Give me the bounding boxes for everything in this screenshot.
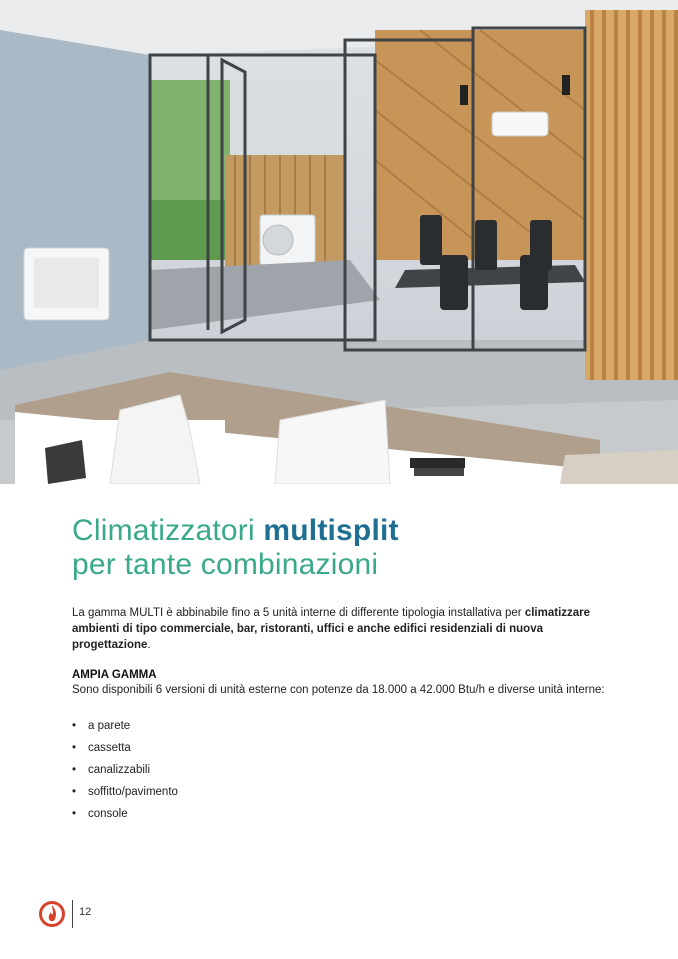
list-item: • soffitto/pavimento bbox=[72, 782, 178, 804]
section-text: Sono disponibili 6 versioni di unità esterne con potenze da 18.000 a 42.000 Btu/h e diverse unità interne: bbox=[72, 684, 605, 696]
intro-text-bold: climatizzare ambienti di tipo commerciale, bar, ristoranti, uffici e anche edifici residenziali di nuova progettazione bbox=[72, 607, 591, 651]
page-number: 12 bbox=[79, 906, 92, 918]
flame-logo-icon bbox=[38, 900, 66, 928]
footer-divider bbox=[72, 900, 73, 928]
list-item: • canalizzabili bbox=[72, 760, 178, 782]
intro-text: La gamma MULTI è abbinabile fino a 5 unità interne di differente tipologia installativa per bbox=[72, 607, 525, 619]
page-title bbox=[72, 514, 399, 582]
intro-paragraph bbox=[72, 605, 612, 653]
list-item: • cassetta bbox=[72, 738, 178, 760]
list-item: • console bbox=[72, 804, 178, 826]
intro-text-end: . bbox=[147, 639, 151, 651]
unit-types-list bbox=[72, 716, 178, 826]
title-regular: Climatizzatori bbox=[72, 514, 255, 547]
section-title: AMPIA GAMMA bbox=[72, 669, 157, 681]
list-item: • a parete bbox=[72, 716, 178, 738]
title-bold: multisplit bbox=[263, 514, 399, 547]
title-line-2: per tante combinazioni bbox=[72, 548, 379, 581]
